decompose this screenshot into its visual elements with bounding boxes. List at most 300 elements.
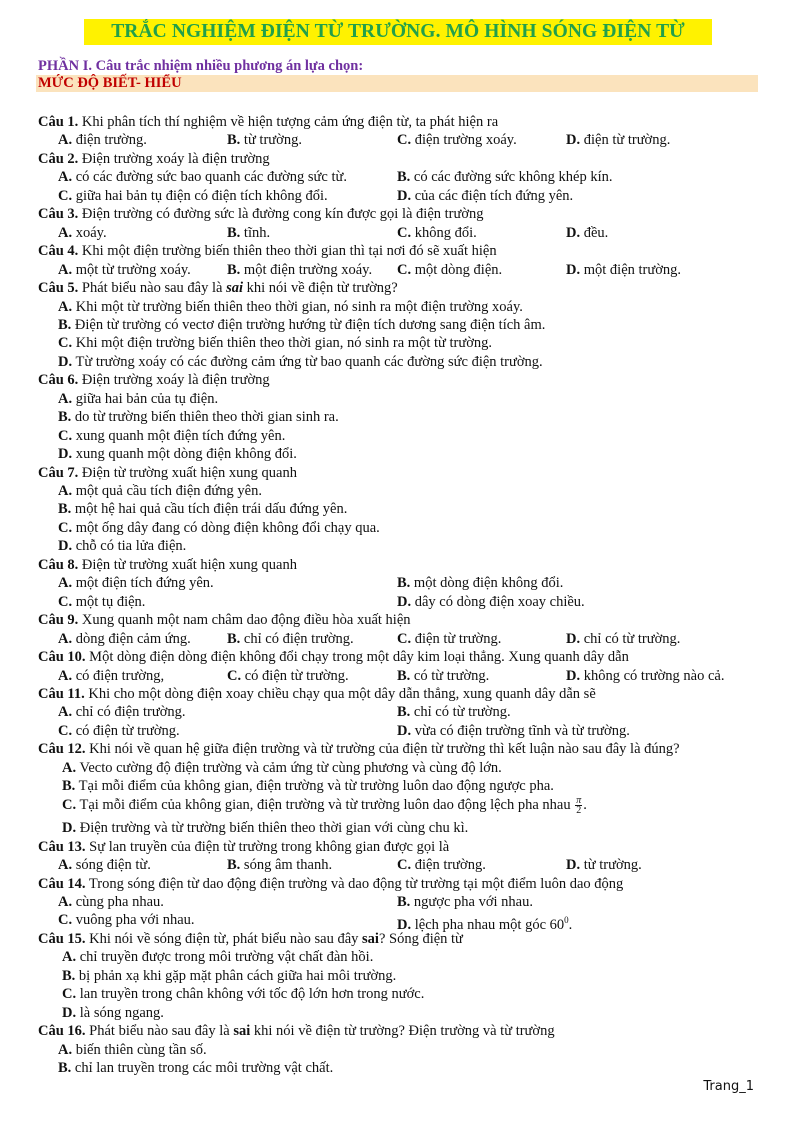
option-text: dòng điện cảm ứng. [72,630,191,647]
option-letter: B. [397,169,411,186]
answer-option [58,722,180,740]
answer-option [397,168,612,186]
answer-option [58,353,543,371]
answer-option [58,703,185,721]
text-line [0,519,794,537]
option-text: một hệ hai quả cầu tích điện trái dấu đứng yên. [71,501,348,518]
option-text: biến thiên cùng tần số. [72,1041,207,1058]
text-line [0,242,794,260]
option-text: vuông pha với nhau. [72,912,195,929]
text-line [0,556,794,574]
option-text: có các đường sức bao quanh các đường sức từ. [72,169,347,186]
answer-option [397,187,573,205]
section-heading: PHẦN I. Câu trắc nhiệm nhiều phương án lựa chọn: [38,58,364,74]
option-text: một điện trường xoáy. [240,261,373,278]
question-number: Câu 14. [38,875,86,892]
question-text: Phát biểu nào sau đây là [78,280,227,296]
option-text: không có trường nào cả. [580,667,725,684]
text-line [0,777,794,795]
option-text: chỉ có điện trường. [240,630,354,647]
answer-option [397,722,630,740]
text-line [0,1004,794,1022]
option-letter: C. [58,335,73,352]
option-text: từ trường. [240,132,302,149]
option-letter: A. [58,857,73,873]
option-letter: C. [227,667,242,684]
answer-option [566,261,681,279]
option-text: chỉ có từ trường. [410,704,511,721]
option-letter: C. [58,593,73,610]
text-line [0,1022,794,1040]
text-line [0,408,794,426]
option-text: không đổi. [411,224,477,241]
option-letter: D. [62,820,77,837]
text-line [0,131,794,149]
question-number: Câu 5. [38,280,79,296]
option-letter: C. [58,519,73,536]
answer-option [58,856,151,874]
text-line [0,168,794,186]
option-text: có điện từ trường. [72,722,180,739]
option-letter: D. [566,261,581,278]
text-line [0,819,794,837]
emphasis-word: sai [362,930,379,947]
answer-option [58,168,347,186]
option-letter: A. [58,1041,73,1058]
question-text: Khi một điện trường biến thiên theo thời gian thì tại nơi đó sẽ xuất hiện [78,243,497,260]
text-line [0,537,794,555]
option-text: một tụ điện. [72,593,146,610]
option-text: tĩnh. [240,224,271,241]
answer-option [58,445,297,463]
option-letter: A. [58,298,73,315]
question-text: Khi nói về sóng điện từ, phát biểu nào sau đây [85,930,363,947]
option-letter: A. [62,759,77,776]
option-text: Khi một điện trường biến thiên theo thời gian, nó sinh ra một từ trường. [72,335,493,352]
answer-option [58,911,195,929]
text-line [0,967,794,985]
fraction-numerator: π [576,794,582,806]
text-line [0,856,794,874]
question-stem [38,556,297,574]
answer-option [397,667,489,685]
text-line [0,445,794,463]
answer-option [397,593,585,611]
text-line [0,574,794,592]
question-text: Trong sóng điện từ dao động điện trường và dao động từ trường tại một điểm luôn dao động [85,875,624,892]
option-text: chỉ có từ trường. [580,630,681,647]
option-letter: A. [58,261,73,278]
option-letter: C. [397,132,412,149]
period: . [583,796,587,813]
option-letter: D. [566,224,581,241]
question-stem [38,648,629,666]
option-letter: D. [58,353,73,370]
option-letter: C. [397,261,412,278]
option-letter: C. [397,630,412,647]
option-text: một điện tích đứng yên. [72,575,214,592]
fraction-denominator: 2 [576,804,582,816]
option-letter: C. [397,857,412,873]
option-text: của các điện tích đứng yên. [411,187,574,204]
option-text: điện từ trường. [580,132,671,149]
option-text: sóng âm thanh. [240,857,333,873]
text-line [0,630,794,648]
text-line [0,740,794,758]
answer-option [58,298,523,316]
emphasis-word: sai [233,1023,251,1040]
text-line [0,390,794,408]
question-stem [38,279,398,297]
question-number: Câu 3. [38,206,79,223]
answer-option [58,427,285,445]
answer-option [62,1004,164,1022]
option-text: một quả cầu tích điện đứng yên. [72,483,262,499]
option-letter: B. [227,857,241,873]
question-stem [38,242,497,260]
option-text: Tại mỗi điểm của không gian, điện trường và từ trường luôn dao động lệch pha nhau [76,796,575,813]
answer-option [58,482,262,500]
text-line [0,648,794,666]
option-letter: C. [397,224,412,241]
text-line [0,427,794,445]
answer-option [397,224,477,242]
option-letter: B. [58,409,72,426]
option-text: điện trường. [72,132,147,149]
text-line [0,316,794,334]
answer-option [58,537,186,555]
answer-option [397,630,501,648]
option-text: chỉ có điện trường. [72,704,186,721]
degree-superscript: 0 [564,915,569,926]
answer-option [58,261,191,279]
text-line [0,371,794,389]
answer-option [62,819,468,837]
option-letter: C. [58,427,73,444]
text-line [0,334,794,352]
text-line [0,796,794,820]
question-number: Câu 4. [38,243,79,260]
option-text: xoáy. [72,224,107,241]
text-line [0,593,794,611]
answer-option [58,187,328,205]
option-text: Khi một từ trường biến thiên theo thời gian, nó sinh ra một điện trường xoáy. [72,298,523,315]
option-letter: D. [397,593,412,610]
question-text: Khi cho một dòng điện xoay chiều chạy qua một dây dẫn thẳng, xung quanh dây dẫn sẽ [84,686,596,702]
question-number: Câu 7. [38,464,79,481]
text-line [0,685,794,703]
text-line [0,482,794,500]
option-text: vừa có điện trường tĩnh và từ trường. [411,722,630,739]
answer-option [58,224,107,242]
option-text: xung quanh một dòng điện không đổi. [72,446,297,463]
answer-option [58,500,347,518]
question-stem [38,740,680,758]
answer-option [566,856,642,874]
option-text: một từ trường xoáy. [72,261,191,278]
question-stem [38,113,498,131]
text-line [0,298,794,316]
option-letter: A. [58,390,73,407]
text-line [0,930,794,948]
text-line [0,985,794,1003]
question-number: Câu 13. [38,838,86,855]
question-text: Sự lan truyền của điện từ trường trong không gian được gọi là [85,838,450,855]
answer-option [397,703,511,721]
option-text: ngược pha với nhau. [410,893,533,910]
option-text: đều. [580,224,609,241]
question-stem [38,838,449,856]
text-line [0,722,794,740]
answer-option [397,131,517,149]
question-stem [38,1022,555,1040]
answer-option [58,593,145,611]
answer-option [227,856,332,874]
answer-option [62,985,424,1003]
answer-option [62,759,502,777]
option-letter: B. [227,224,241,241]
answer-option [58,316,545,334]
option-text: Điện trường và từ trường biến thiên theo thời gian với cùng chu kì. [76,820,469,837]
option-text: là sóng ngang. [76,1004,164,1021]
option-letter: B. [62,778,76,795]
option-text: bị phản xạ khi gặp mặt phân cách giữa hai môi trường. [75,967,397,984]
question-number: Câu 2. [38,150,79,167]
option-text: xung quanh một điện tích đứng yên. [72,427,286,444]
answer-option [58,390,218,408]
option-letter: D. [566,857,581,873]
option-letter: A. [58,224,73,241]
text-line [0,1059,794,1077]
question-number: Câu 8. [38,556,79,573]
option-letter: A. [58,630,73,647]
answer-option [227,224,270,242]
question-text: Điện trường có đường sức là đường cong kín được gọi là điện trường [78,206,484,223]
answer-option [58,131,147,149]
answer-option [227,261,372,279]
question-number: Câu 1. [38,114,79,130]
option-text: chỉ truyền được trong môi trường vật chất đàn hồi. [76,949,374,966]
option-letter: D. [58,538,73,555]
question-stem [38,875,623,893]
fraction [575,796,582,815]
answer-option [62,796,587,815]
option-letter: A. [58,483,73,499]
text-line [0,911,794,934]
option-letter: B. [227,132,241,149]
text-line [0,875,794,893]
question-text: Một dòng điện dòng điện không đổi chạy trong một dây kim loại thẳng. Xung quanh dây dẫn [85,649,629,666]
question-stem [38,150,270,168]
option-letter: D. [58,446,73,463]
option-letter: D. [397,917,412,934]
text-line [0,205,794,223]
text-line [0,667,794,685]
question-text: Điện trường xoáy là điện trường [78,150,270,167]
option-text: một ống dây đang có dòng điện không đổi chạy qua. [72,519,380,536]
option-text: lan truyền trong chân không với tốc độ lớn hơn trong nước. [76,986,425,1003]
answer-option [58,893,164,911]
option-text: do từ trường biến thiên theo thời gian sinh ra. [71,409,339,426]
option-text: Điện từ trường có vectơ điện trường hướng từ điện tích dương sang điện tích âm. [71,316,546,333]
question-stem [38,205,484,223]
option-text: giữa hai bản của tụ điện. [72,390,219,407]
question-text: Điện trường xoáy là điện trường [78,372,270,389]
answer-option [62,967,396,985]
page-number: Trang_1 [703,1079,754,1094]
option-letter: D. [566,132,581,149]
option-letter: D. [62,1004,77,1021]
level-heading: MỨC ĐỘ BIẾT- HIỂU [36,75,758,92]
answer-option [227,131,302,149]
question-number: Câu 6. [38,372,79,389]
question-stem [38,685,596,703]
answer-option [58,667,164,685]
answer-option [58,1041,207,1059]
option-letter: A. [58,575,73,592]
question-text: Phát biểu nào sau đây là [85,1023,234,1040]
answer-option [58,630,191,648]
text-line [0,353,794,371]
answer-option [62,777,554,795]
option-text: điện từ trường. [411,630,502,647]
text-line [0,948,794,966]
option-letter: A. [58,667,73,684]
text-line [0,113,794,131]
question-text: Điện từ trường xuất hiện xung quanh [78,556,297,573]
question-text: khi nói về điện từ trường? Điện trường và từ trường [250,1023,555,1040]
option-text: có các đường sức không khép kín. [410,169,613,186]
option-text: Vecto cường độ điện trường và cảm ứng từ cùng phương và cùng độ lớn. [76,759,502,776]
question-text: khi nói về điện từ trường? [243,280,398,296]
option-text: có từ trường. [410,667,490,684]
question-text: Khi phân tích thí nghiệm về hiện tượng cảm ứng điện từ, ta phát hiện ra [78,114,499,130]
emphasis-word: sai [226,280,244,296]
text-line [0,150,794,168]
answer-option [227,667,349,685]
option-letter: D. [566,667,581,684]
option-text: Từ trường xoáy có các đường cảm ứng từ bao quanh các đường sức điện trường. [72,353,543,370]
period: . [568,917,573,934]
answer-option [58,574,214,592]
answer-option [566,131,670,149]
option-letter: B. [58,316,72,333]
option-letter: C. [58,912,73,929]
question-number: Câu 10. [38,649,86,666]
option-letter: B. [58,501,72,518]
question-stem [38,371,270,389]
question-number: Câu 11. [38,686,85,702]
option-letter: B. [397,575,411,592]
question-stem [38,611,411,629]
option-text: có điện từ trường. [241,667,349,684]
option-text: dây có dòng điện xoay chiều. [411,593,585,610]
answer-option [58,408,339,426]
option-text: từ trường. [580,857,642,873]
option-letter: A. [58,132,73,149]
option-text: một điện trường. [580,261,682,278]
text-line [0,224,794,242]
option-text: có điện trường, [72,667,165,684]
text-line [0,187,794,205]
text-line [0,611,794,629]
question-number: Câu 12. [38,741,86,758]
option-text: chỉ lan truyền trong các môi trường vật chất. [71,1060,334,1076]
answer-option [566,667,725,685]
option-letter: D. [397,187,412,204]
option-letter: D. [397,722,412,739]
text-line [0,893,794,911]
question-text: Xung quanh một nam châm dao động điều hòa xuất hiện [78,612,411,629]
question-text: Khi nói về quan hệ giữa điện trường và từ trường của điện từ trường thì kết luận nào sau đây là đúng? [85,741,680,758]
option-letter: B. [397,667,411,684]
option-letter: D. [566,630,581,647]
text-line [0,759,794,777]
text-line [0,500,794,518]
text-line [0,279,794,297]
question-number: Câu 15. [38,930,86,947]
option-letter: A. [58,169,73,186]
question-stem [38,464,297,482]
option-letter: B. [397,893,411,910]
option-text: Tại mỗi điểm của không gian, điện trường và từ trường luôn dao động ngược pha. [75,778,554,795]
option-letter: B. [227,261,241,278]
option-letter: A. [58,893,73,910]
text-line [0,261,794,279]
answer-option [566,224,608,242]
option-letter: B. [397,704,411,721]
question-stem [38,930,463,948]
answer-option [566,630,680,648]
text-line [0,464,794,482]
question-number: Câu 9. [38,612,79,629]
option-letter: B. [58,1060,72,1076]
answer-option [62,948,373,966]
page-title: TRẮC NGHIỆM ĐIỆN TỪ TRƯỜNG. MÔ HÌNH SÓNG ĐIỆN TỪ [84,19,712,45]
option-text: một dòng điện không đổi. [410,575,564,592]
option-text: lệch pha nhau một góc 60 [411,917,565,934]
text-line [0,838,794,856]
option-text: chỗ có tia lửa điện. [72,538,187,555]
option-text: một dòng điện. [411,261,503,278]
question-text: ? Sóng điện từ [378,930,463,947]
answer-option [397,261,502,279]
option-letter: C. [58,722,73,739]
option-letter: B. [227,630,241,647]
answer-option [397,574,563,592]
answer-option [227,630,354,648]
option-letter: B. [62,967,76,984]
text-line [0,1041,794,1059]
option-letter: C. [58,187,73,204]
option-text: điện trường xoáy. [411,132,517,149]
option-text: cùng pha nhau. [72,893,164,910]
answer-option [58,334,492,352]
option-text: sóng điện từ. [72,857,151,873]
text-line [0,703,794,721]
answer-option [58,1059,333,1077]
option-text: giữa hai bản tụ điện có điện tích không đổi. [72,187,328,204]
option-letter: C. [62,986,77,1003]
option-letter: A. [58,704,73,721]
option-text: điện trường. [411,857,486,873]
option-letter: A. [62,949,77,966]
question-text: Điện từ trường xuất hiện xung quanh [78,464,297,481]
answer-option [58,519,380,537]
option-letter: C. [62,796,77,813]
answer-option [397,893,533,911]
question-number: Câu 16. [38,1023,86,1040]
